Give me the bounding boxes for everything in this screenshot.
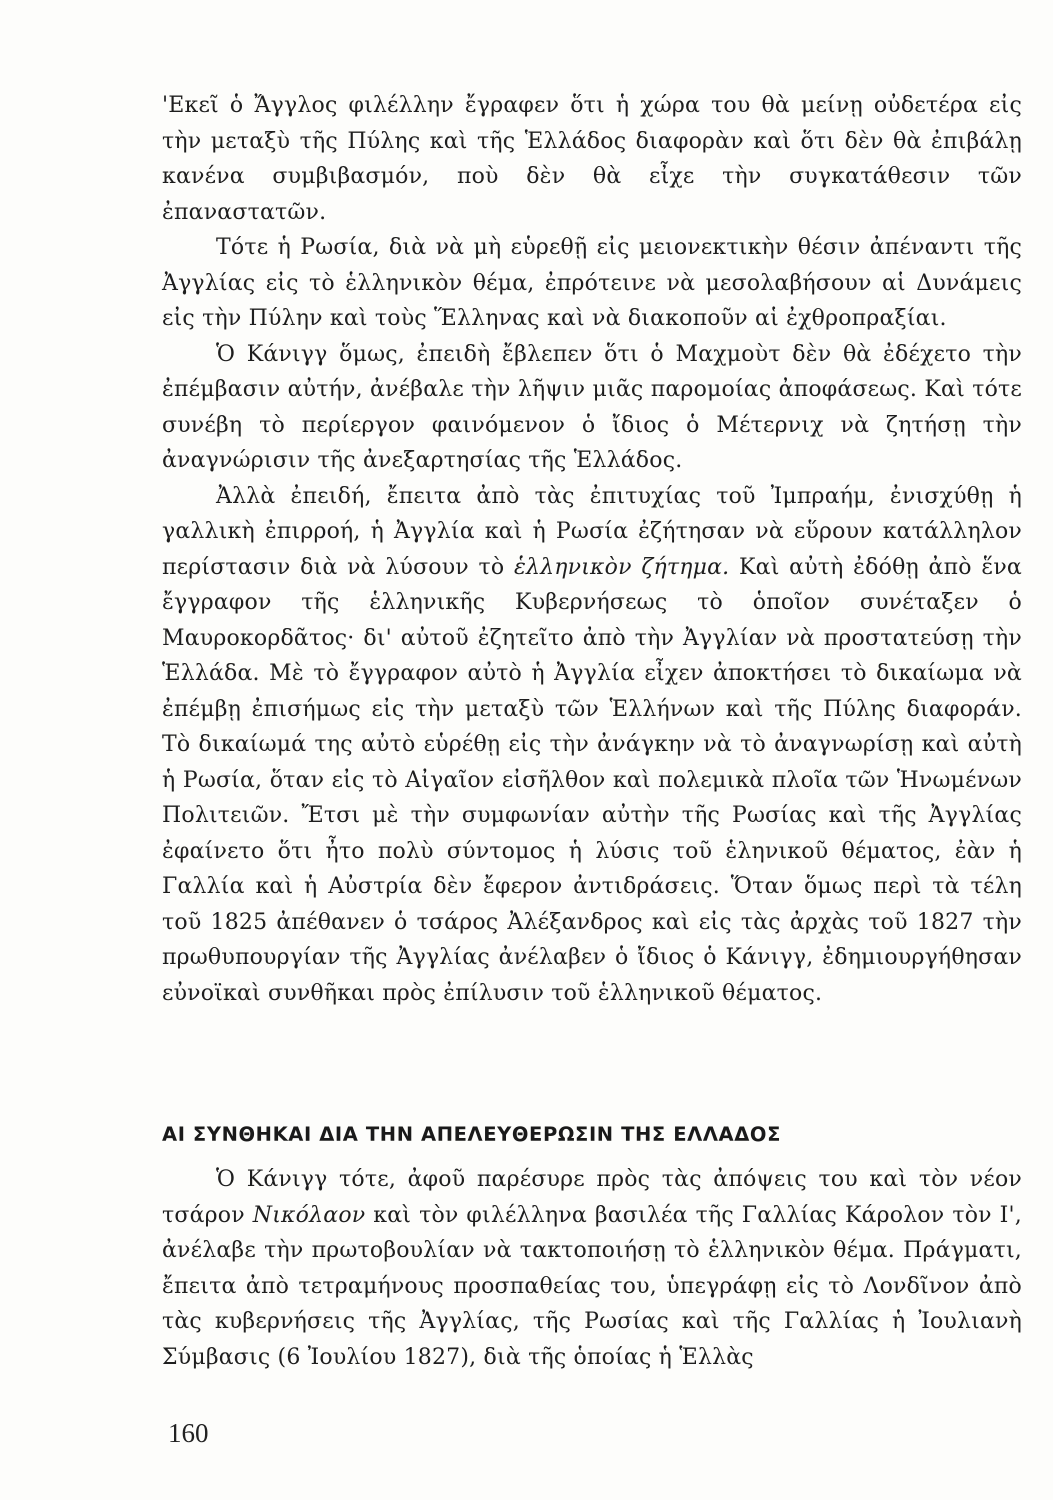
paragraph-5-text-a: Ὁ Κάνιγγ τότε, ἀφοῦ παρέσυρε πρὸς τὰς ἀπόψεις του καὶ τὸν νέον τσάρον (162, 1167, 1022, 1228)
paragraph-1: 'Εκεῖ ὁ Ἄγγλος φιλέλλην ἔγραφεν ὅτι ἡ χώρα του θὰ μείνῃ οὐδετέρα εἰς τὴν μεταξὺ τῆς Πύλης καὶ τῆς Ἑλλάδος διαφορὰν καὶ ὅτι δὲν θὰ ἐπιβάλῃ κανένα συμβιβασμόν, ποὺ δὲν θὰ εἶχε τὴν συγκατάθεσιν τῶν ἐπαναστατῶν. (162, 93, 1022, 225)
paragraph-5 (162, 1162, 1022, 1375)
body-text-section-1 (162, 88, 1022, 1011)
paragraph-5-text-b: καὶ τὸν φιλέλληνα βασιλέα τῆς Γαλλίας Κάρολον τὸν Ι', ἀνέλαβε τὴν πρωτοβουλίαν νὰ τακτοποιήσῃ τὸ ἑλληνικὸν θέμα. Πράγματι, ἔπειτα ἀπὸ τετραμήνους προσπαθείας του, ὑπεγράφῃ εἰς τὸ Λονδῖνον ἀπὸ τὰς κυβερνήσεις τῆς Ἀγγλίας, τῆς Ρωσίας καὶ τῆς Γαλλίας ἡ Ἰουλιανὴ Σύμβασις (6 Ἰουλίου 1827), διὰ τῆς ὁποίας ἡ Ἑλλὰς (162, 1202, 1022, 1370)
paragraph-2: Τότε ἡ Ρωσία, διὰ νὰ μὴ εὑρεθῇ εἰς μειονεκτικὴν θέσιν ἀπέναντι τῆς Ἀγγλίας εἰς τὸ ἑλληνικὸν θέμα, ἐπρότεινε νὰ μεσολαβήσουν αἱ Δυνάμεις εἰς τὴν Πύλην καὶ τοὺς Ἕλληνας καὶ νὰ διακοποῦν αἱ ἐχθροπραξίαι. (162, 235, 1022, 331)
page-number: 160 (168, 1418, 209, 1448)
paragraph-4 (162, 479, 1022, 1012)
paragraph-3: Ὁ Κάνιγγ ὅμως, ἐπειδὴ ἔβλεπεν ὅτι ὁ Μαχμοὺτ δὲν θὰ ἐδέχετο τὴν ἐπέμβασιν αὐτήν, ἀνέβαλε τὴν λῆψιν μιᾶς παρομοίας ἀποφάσεως. Καὶ τότε συνέβη τὸ περίεργον φαινόμενον ὁ ἴδιος ὁ Μέτερνιχ νὰ ζητήσῃ τὴν ἀναγνώρισιν τῆς ἀνεξαρτησίας τῆς Ἑλλάδος. (162, 341, 1022, 473)
emphasis-hellenic-question: ἑλληνικὸν ζήτημα. (513, 554, 730, 580)
paragraph-4-text-a: Ἀλλὰ ἐπειδή, ἔπειτα ἀπὸ τὰς ἐπιτυχίας τοῦ Ἰμπραήμ, ἐνισχύθῃ ἡ γαλλικὴ ἐπιρροή, ἡ Ἀγγλία καὶ ἡ Ρωσία ἐζήτησαν νὰ εὕρουν κατάλληλον περίστασιν διὰ νὰ λύσουν τὸ (162, 483, 1022, 580)
emphasis-nicholas: Νικόλαον (252, 1202, 366, 1228)
body-text-section-2 (162, 1162, 1022, 1375)
section-heading: ΑΙ ΣΥΝΘΗΚΑΙ ΔΙΑ ΤΗΝ ΑΠΕΛΕΥΘΕΡΩΣΙΝ ΤΗΣ ΕΛΛΑΔΟΣ (162, 1123, 782, 1146)
paragraph-4-text-b: Καὶ αὐτὴ ἐδόθῃ ἀπὸ ἕνα ἔγγραφον τῆς ἑλληνικῆς Κυβερνήσεως τὸ ὁποῖον συνέταξεν ὁ Μαυροκορδᾶτος· δι' αὐτοῦ ἐζητεῖτο ἀπὸ τὴν Ἀγγλίαν νὰ προστατεύσῃ τὴν Ἑλλάδα. Μὲ τὸ ἔγγραφον αὐτὸ ἡ Ἀγγλία εἶχεν ἀποκτήσει τὸ δικαίωμα νὰ ἐπέμβῃ ἐπισήμως εἰς τὴν μεταξὺ τῶν Ἑλλήνων καὶ τῆς Πύλης διαφοράν. Τὸ δικαίωμά της αὐτὸ εὑρέθῃ εἰς τὴν ἀνάγκην νὰ τὸ ἀναγνωρίσῃ καὶ αὐτὴ ἡ Ρωσία, ὅταν εἰς τὸ Αἰγαῖον εἰσῆλθον καὶ πολεμικὰ πλοῖα τῶν Ἡνωμένων Πολιτειῶν. Ἔτσι μὲ τὴν συμφωνίαν αὐτὴν τῆς Ρωσίας καὶ τῆς Ἀγγλίας ἐφαίνετο ὅτι ἦτο πολὺ σύντομος ἡ λύσις τοῦ ἑληνικοῦ θέματος, ἐὰν ἡ Γαλλία καὶ ἡ Αὐστρία δὲν ἔφερον ἀντιδράσεις. Ὅταν ὅμως περὶ τὰ τέλη τοῦ 1825 ἀπέθανεν ὁ τσάρος Ἀλέξανδρος καὶ εἰς τὰς ἀρχὰς τοῦ 1827 τὴν πρωθυπουργίαν τῆς Ἀγγλίας ἀνέλαβεν ὁ ἴδιος ὁ Κάνιγγ, ἐδημιουργήθησαν εὐνοϊκαὶ συνθῆκαι πρὸς ἐπίλυσιν τοῦ ἑλληνικοῦ θέματος. (162, 554, 1022, 1006)
